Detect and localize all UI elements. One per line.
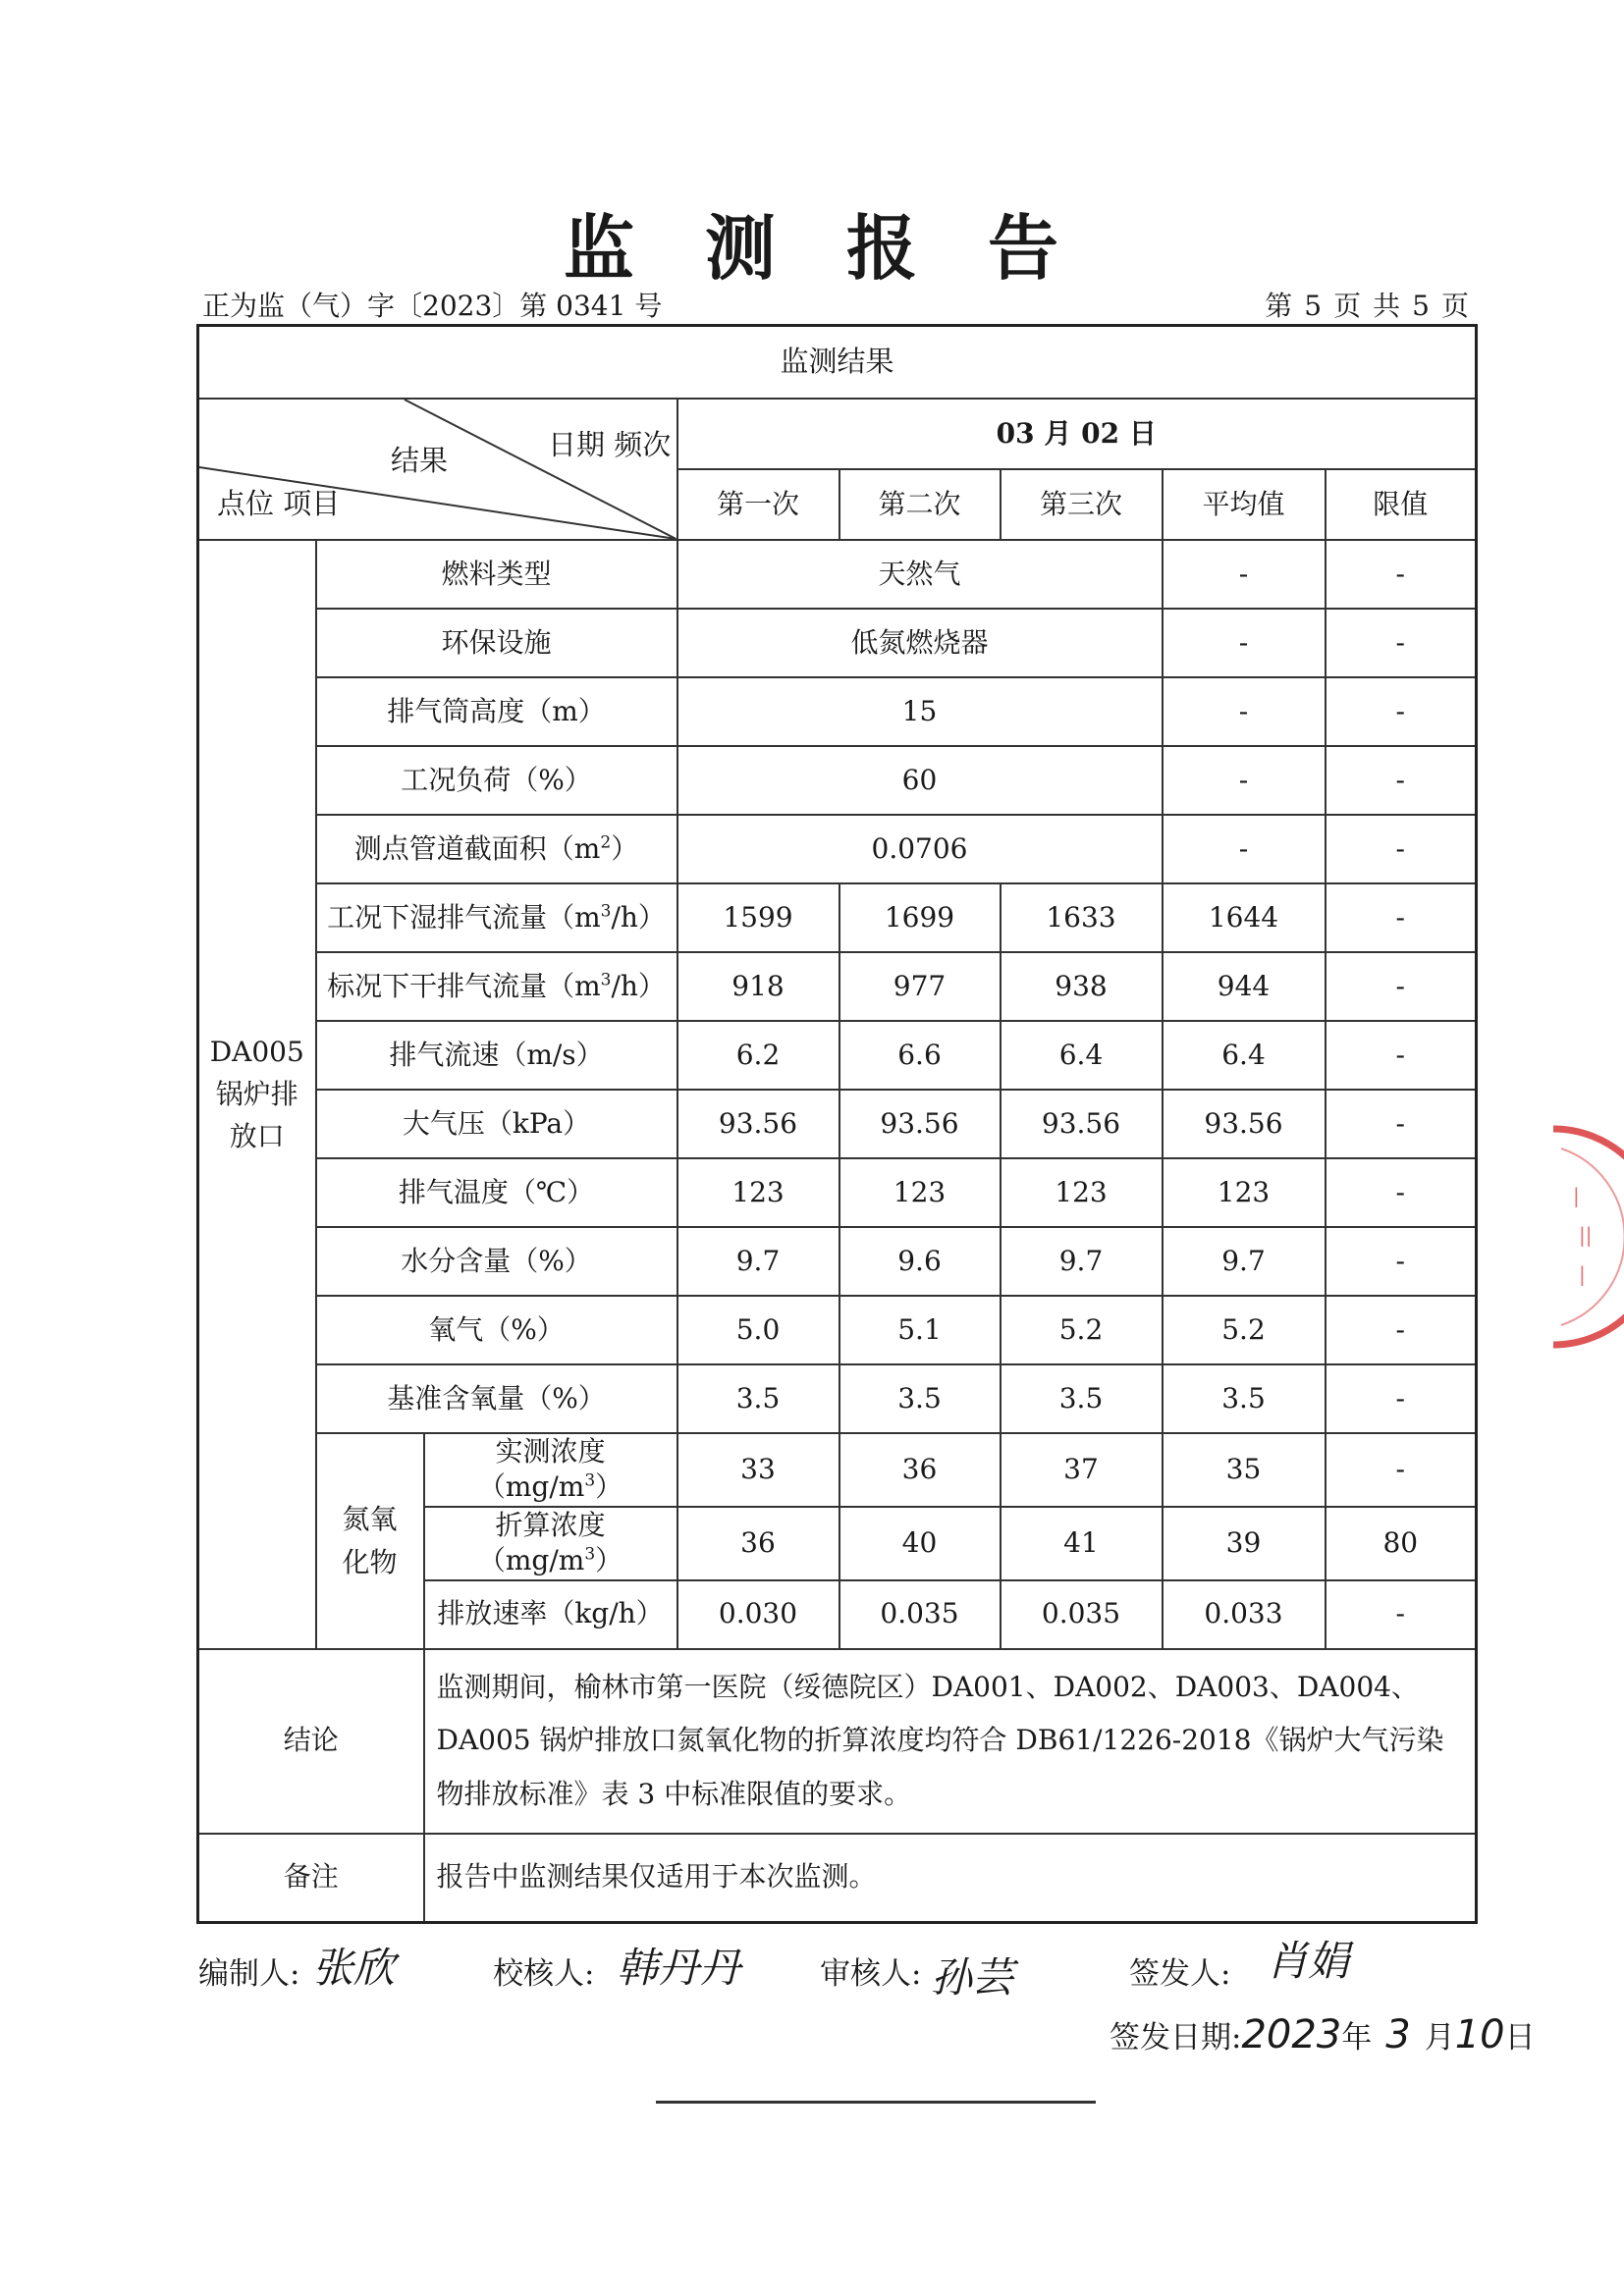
row-limit: -: [1326, 540, 1477, 609]
report-title: [0, 191, 1624, 294]
cell-value: 5.1: [839, 1296, 1001, 1364]
cell-value: -: [1326, 1580, 1477, 1649]
row-limit: -: [1326, 746, 1477, 815]
row-value: 天然气: [677, 540, 1163, 609]
nox-group-label: 氮氧 化物: [316, 1433, 424, 1649]
label-superscript: 3: [600, 970, 612, 990]
row-avg: -: [1163, 540, 1326, 609]
row-avg: -: [1163, 609, 1326, 677]
page-indicator: [1259, 285, 1475, 324]
cell-value: 33: [677, 1433, 839, 1507]
cell-value: 3.5: [1001, 1364, 1163, 1433]
row-limit: -: [1326, 815, 1477, 883]
cell-value: 9.7: [1163, 1227, 1326, 1296]
label-text: 实测浓度（mg/m: [477, 1435, 606, 1504]
cell-value: 3.5: [677, 1364, 839, 1433]
issue-date: [1110, 2012, 1536, 2057]
row-value: 低氮燃烧器: [677, 609, 1163, 677]
cell-value: 944: [1163, 952, 1326, 1021]
cell-value: 123: [1163, 1158, 1326, 1227]
svg-text:||: ||: [1579, 1223, 1593, 1247]
cell-value: 1644: [1163, 883, 1326, 952]
cell-value: 5.2: [1163, 1296, 1326, 1364]
cell-value: -: [1326, 952, 1477, 1021]
reviewer-signature: 孙芸: [931, 1953, 1014, 2002]
row-value: 60: [677, 746, 1163, 815]
section-title: 监测结果: [198, 326, 1477, 400]
cell-value: 80: [1326, 1507, 1477, 1580]
title-char: 测: [704, 206, 778, 290]
row-label: [316, 815, 677, 883]
cell-value: 93.56: [1001, 1090, 1163, 1158]
label-superscript: 2: [600, 832, 612, 853]
issue-day: 10: [1454, 2012, 1505, 2057]
cell-value: 93.56: [1163, 1090, 1326, 1158]
conclusion-label: 结论: [198, 1649, 424, 1834]
row-label: 燃料类型: [316, 540, 677, 609]
row-avg: -: [1163, 815, 1326, 883]
checker-signature: 韩丹丹: [617, 1944, 741, 1992]
bottom-rule: [656, 2101, 1096, 2104]
label-text: ）: [595, 1470, 623, 1504]
row-label: [316, 952, 677, 1021]
col-header: 限值: [1326, 469, 1477, 540]
diag-date-freq: 日期 频次: [548, 428, 672, 461]
cell-value: 6.2: [677, 1021, 839, 1090]
cell-value: 918: [677, 952, 839, 1021]
page-text: 页: [1440, 290, 1469, 322]
cell-value: -: [1326, 1433, 1477, 1507]
cell-value: 36: [839, 1433, 1001, 1507]
row-label: 排气温度（℃）: [316, 1158, 677, 1227]
col-header: 第一次: [677, 469, 839, 540]
row-label: [316, 883, 677, 952]
page-current: 5: [1304, 290, 1323, 322]
cell-value: 9.7: [1001, 1227, 1163, 1296]
diag-point-item: 点位 项目: [217, 487, 341, 520]
cell-value: -: [1326, 1364, 1477, 1433]
row-label: 大气压（kPa）: [316, 1090, 677, 1158]
point-label: DA005 锅炉排 放口: [198, 540, 316, 1649]
cell-value: 3.5: [839, 1364, 1001, 1433]
cell-value: 6.6: [839, 1021, 1001, 1090]
row-label: 水分含量（%）: [316, 1227, 677, 1296]
date-unit: 年: [1341, 2020, 1373, 2056]
label-text: 工况下湿排气流量（m: [327, 900, 601, 934]
title-char: 告: [988, 206, 1061, 290]
issue-year: 2023: [1241, 2012, 1342, 2057]
label-text: 测点管道截面积（m: [353, 831, 601, 865]
date-header: 03 月 02 日: [677, 399, 1477, 469]
cell-value: 977: [839, 952, 1001, 1021]
seal-stamp-icon: [1543, 1119, 1624, 1355]
compiler-signature: 张欣: [312, 1944, 396, 1992]
cell-value: -: [1326, 1158, 1477, 1227]
row-limit: -: [1326, 677, 1477, 746]
row-label: 氧气（%）: [316, 1296, 677, 1364]
cell-value: -: [1326, 883, 1477, 952]
cell-value: -: [1326, 1227, 1477, 1296]
monitoring-results-table: [196, 324, 1478, 1924]
cell-value: 0.035: [839, 1580, 1001, 1649]
cell-value: 0.030: [677, 1580, 839, 1649]
issuer-signature: 肖娟: [1267, 1937, 1350, 1985]
col-header: 平均值: [1163, 469, 1326, 540]
svg-text:|: |: [1573, 1184, 1580, 1207]
remark-text: 报告中监测结果仅适用于本次监测。: [424, 1834, 1477, 1923]
cell-value: -: [1326, 1296, 1477, 1364]
row-label: 排放速率（kg/h）: [424, 1580, 677, 1649]
cell-value: 938: [1001, 952, 1163, 1021]
cell-value: 5.0: [677, 1296, 839, 1364]
cell-value: 1633: [1001, 883, 1163, 952]
date-unit: 月: [1424, 2020, 1455, 2056]
conclusion-text: 监测期间，榆林市第一医院（绥德院区）DA001、DA002、DA003、DA004、DA005 锅炉排放口氮氧化物的折算浓度均符合 DB61/1226-2018《锅炉大气污染物排放标准》表 3 中标准限值的要求。: [424, 1649, 1477, 1834]
cell-value: 36: [677, 1507, 839, 1580]
label-text: /h）: [611, 900, 666, 934]
label-text: ）: [611, 831, 639, 865]
cell-value: 5.2: [1001, 1296, 1163, 1364]
cell-value: 6.4: [1001, 1021, 1163, 1090]
reviewer-label: 审核人:: [820, 1956, 922, 1992]
row-label: 排气筒高度（m）: [316, 677, 677, 746]
row-avg: -: [1163, 746, 1326, 815]
row-label: [424, 1507, 677, 1580]
row-label: [424, 1433, 677, 1507]
issue-month: 3: [1385, 2012, 1411, 2057]
cell-value: 40: [839, 1507, 1001, 1580]
cell-value: 1599: [677, 883, 839, 952]
diagonal-header: [198, 399, 677, 540]
row-label: 排气流速（m/s）: [316, 1021, 677, 1090]
cell-value: 39: [1163, 1507, 1326, 1580]
cell-value: 37: [1001, 1433, 1163, 1507]
title-char: 报: [846, 206, 920, 290]
label-text: /h）: [611, 969, 666, 1002]
cell-value: 41: [1001, 1507, 1163, 1580]
page-text: 页: [1333, 290, 1362, 322]
col-header: 第三次: [1001, 469, 1163, 540]
svg-text:|: |: [1579, 1262, 1586, 1286]
date-unit: 日: [1504, 2020, 1536, 2056]
row-value: 0.0706: [677, 815, 1163, 883]
cell-value: 123: [677, 1158, 839, 1227]
title-char: 监: [563, 206, 636, 290]
label-superscript: 3: [600, 901, 612, 922]
document-number: 正为监（气）字〔2023〕第 0341 号: [202, 290, 663, 322]
cell-value: 6.4: [1163, 1021, 1326, 1090]
cell-value: 93.56: [677, 1090, 839, 1158]
cell-value: 123: [1001, 1158, 1163, 1227]
cell-value: 0.033: [1163, 1580, 1326, 1649]
row-avg: -: [1163, 677, 1326, 746]
cell-value: 0.035: [1001, 1580, 1163, 1649]
row-label: 工况负荷（%）: [316, 746, 677, 815]
cell-value: 35: [1163, 1433, 1326, 1507]
cell-value: 93.56: [839, 1090, 1001, 1158]
cell-value: -: [1326, 1021, 1477, 1090]
remark-label: 备注: [198, 1834, 424, 1923]
page-total: 5: [1412, 290, 1430, 322]
issue-date-label: 签发日期:: [1110, 2020, 1242, 2056]
cell-value: -: [1326, 1090, 1477, 1158]
label-text: ）: [595, 1544, 623, 1577]
cell-value: 9.7: [677, 1227, 839, 1296]
diag-result: 结果: [391, 444, 449, 477]
row-value: 15: [677, 677, 1163, 746]
checker-label: 校核人:: [493, 1956, 595, 1992]
label-superscript: 3: [584, 1471, 596, 1492]
col-header: 第二次: [839, 469, 1001, 540]
row-limit: -: [1326, 609, 1477, 677]
page-text: 共: [1373, 290, 1401, 322]
cell-value: 9.6: [839, 1227, 1001, 1296]
issuer-label: 签发人:: [1129, 1956, 1231, 1992]
label-text: 折算浓度（mg/m: [477, 1508, 606, 1577]
compiler-label: 编制人:: [198, 1956, 300, 1992]
row-label: 环保设施: [316, 609, 677, 677]
cell-value: 123: [839, 1158, 1001, 1227]
label-text: 标况下干排气流量（m: [327, 969, 601, 1002]
row-label: 基准含氧量（%）: [316, 1364, 677, 1433]
page-text: 第: [1265, 290, 1293, 322]
cell-value: 1699: [839, 883, 1001, 952]
cell-value: 3.5: [1163, 1364, 1326, 1433]
label-superscript: 3: [584, 1544, 596, 1565]
